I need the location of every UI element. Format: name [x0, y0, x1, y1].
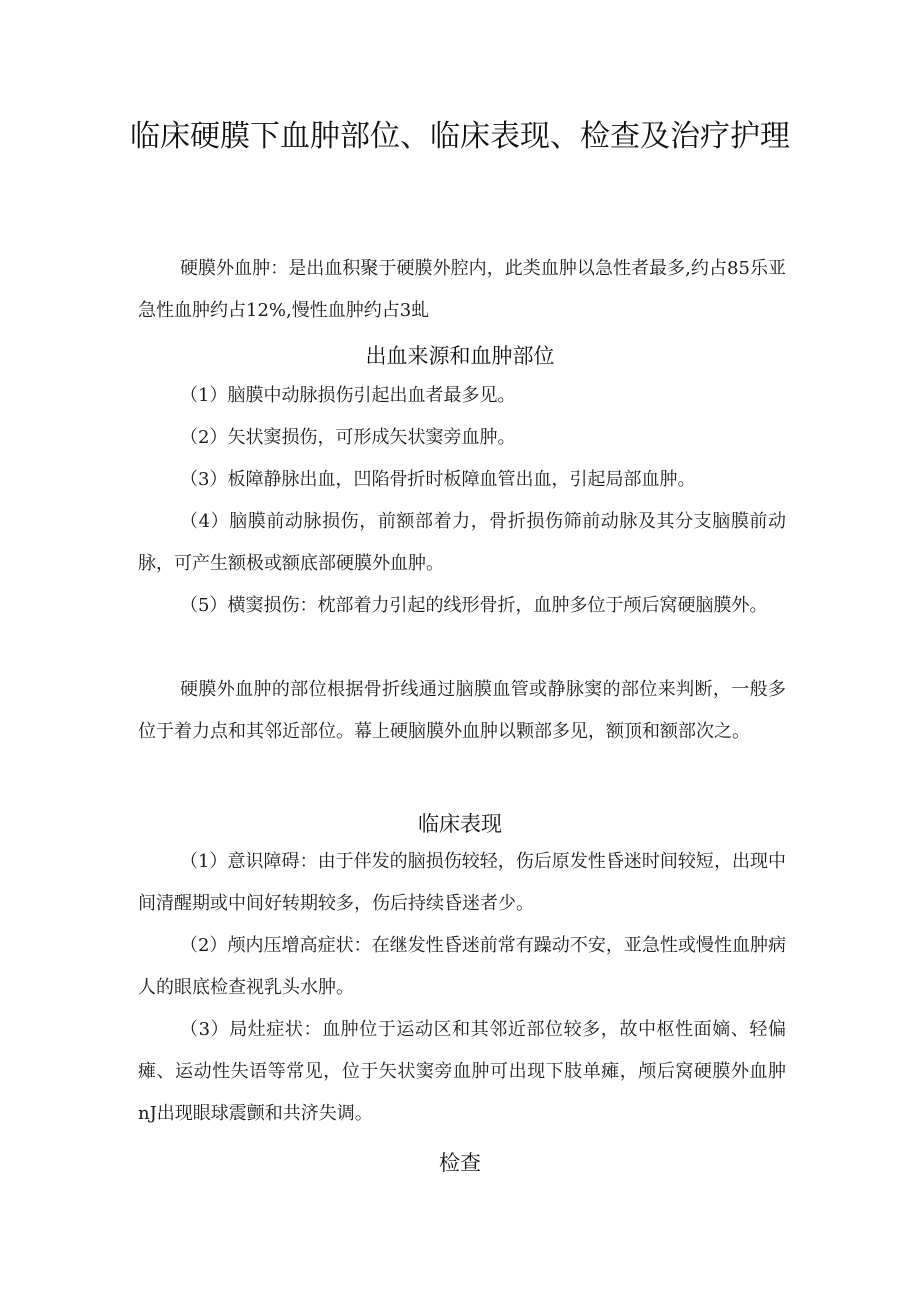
document-title: 临床硬膜下血肿部位、临床表现、检查及治疗护理: [130, 119, 790, 154]
list-item: （5）横窦损伤：枕部着力引起的线形骨折，血肿多位于颅后窝硬脑膜外。: [180, 595, 768, 616]
list-item: （1）脑膜中动脉损伤引起出血者最多见。: [180, 385, 516, 406]
section-heading-bleeding-source: 出血来源和血肿部位: [365, 344, 555, 368]
list-item: （2）颅内压增高症状：在继发性昏迷前常有躁动不安，亚急性或慢性血肿病人的眼底检查视乳头水肿。: [138, 935, 786, 998]
section-heading-examination: 检查: [439, 1151, 481, 1175]
intro-paragraph: 硬膜外血肿：是出血积聚于硬膜外腔内，此类血肿以急性者最多,约占85乐亚急性血肿约占12%,慢性血肿约占3虬: [138, 258, 786, 321]
list-item: （3）局灶症状：血肿位于运动区和其邻近部位较多，故中枢性面嫡、轻偏瘫、运动性失语等常见，位于矢状窦旁血肿可出现下肢单瘫，颅后窝硬膜外血肿nJ出现眼球震颤和共济失调。: [138, 1019, 786, 1124]
section-heading-clinical-manifestations: 临床表现: [418, 812, 502, 836]
list-item: （3）板障静脉出血，凹陷骨折时板障血管出血，引起局部血肿。: [180, 469, 696, 490]
location-summary-paragraph: 硬膜外血肿的部位根据骨折线通过脑膜血管或静脉窦的部位来判断，一般多位于着力点和其邻近部位。幕上硬脑膜外血肿以颗部多见，额顶和额部次之。: [138, 679, 786, 742]
list-item: （1）意识障碍：由于伴发的脑损伤较轻，伤后原发性昏迷时间较短，出现中间清醒期或中间好转期较多，伤后持续昏迷者少。: [138, 851, 786, 914]
list-item: （2）矢状窦损伤，可形成矢状窦旁血肿。: [180, 427, 516, 448]
list-item: （4）脑膜前动脉损伤，前额部着力，骨折损伤筛前动脉及其分支脑膜前动脉，可产生额极或额底部硬膜外血肿。: [138, 511, 786, 574]
